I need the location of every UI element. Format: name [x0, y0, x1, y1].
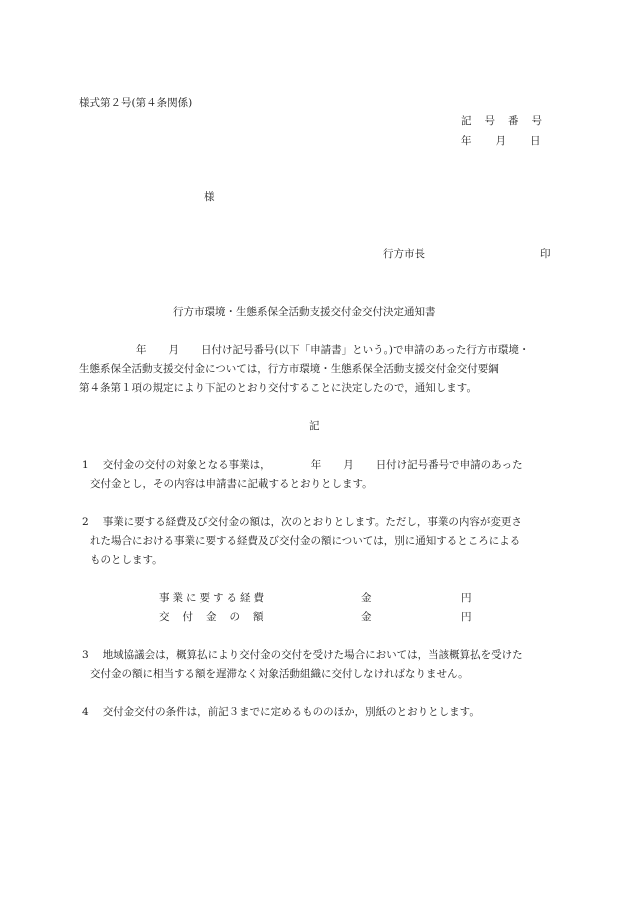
number-char-1: 記 — [461, 115, 472, 127]
item-1-line-1 — [82, 460, 523, 471]
grant-amount-label: 交付金の額 — [159, 611, 277, 623]
item-1-year: 年 — [310, 459, 322, 471]
sender-name: 行方市長 — [383, 248, 425, 260]
item-2-number: 2 — [82, 516, 89, 528]
item-4-line-1 — [82, 707, 480, 718]
item-1-month: 月 — [343, 459, 354, 471]
intro-year: 年 — [136, 344, 147, 356]
item-2-text: 事業に要する経費及び交付金の額は，次のとおりとします。ただし，事業の内容が変更さ — [102, 516, 522, 528]
seal-mark: 印 — [540, 248, 551, 260]
item-2-line-3: ものとします。 — [90, 554, 163, 566]
item-1-text-after: 日付け記号番号で申請のあった — [375, 459, 523, 471]
item-4-text: 交付金交付の条件は，前記３までに定めるもののほか，別紙のとおりとします。 — [102, 706, 480, 718]
item-1-line-2: 交付金とし，その内容は申請書に記載するとおりとします。 — [90, 478, 373, 490]
cost-unit: 円 — [461, 592, 472, 604]
intro-month: 月 — [168, 344, 179, 356]
intro-text: 日付け記号番号(以下「申請書」という。)で申請のあった行方市環境・ — [201, 344, 530, 356]
intro-line-2: 生態系保全活動支援交付金については，行方市環境・生態系保全活動支援交付金交付要綱 — [79, 363, 499, 375]
cost-prefix: 金 — [361, 592, 372, 604]
intro-line-1 — [136, 345, 529, 356]
number-char-2: 号 — [484, 115, 495, 127]
number-char-3: 番 — [508, 115, 519, 127]
cost-label: 事業に要する経費 — [159, 592, 267, 604]
document-number-label — [461, 116, 542, 127]
intro-line-3: 第４条第１項の規定により下記のとおり交付することに決定したので，通知します。 — [79, 382, 477, 394]
grant-amount-unit: 円 — [461, 611, 472, 623]
item-4-number: 4 — [82, 706, 89, 718]
date-month: 月 — [495, 135, 506, 147]
item-1-text-before: 交付金の交付の対象となる事業は， — [102, 459, 271, 471]
form-label: 様式第２号(第４条関係) — [79, 97, 193, 109]
date-day: 日 — [530, 135, 541, 147]
date-year: 年 — [461, 135, 472, 147]
addressee-suffix: 様 — [204, 191, 215, 203]
document-title: 行方市環境・生態系保全活動支援交付金交付決定通知書 — [173, 306, 436, 318]
item-3-text: 地域協議会は，概算払により交付金の交付を受けた場合においては，当該概算払を受けた — [102, 649, 523, 661]
item-3-number: 3 — [82, 649, 89, 661]
item-3-line-2: 交付金の額に相当する額を遅滞なく対象活動組織に交付しなければなりません。 — [90, 668, 469, 680]
item-3-line-1 — [82, 650, 523, 661]
number-char-4: 号 — [531, 115, 542, 127]
document-date-label — [461, 136, 541, 147]
item-2-line-1 — [82, 517, 522, 528]
grant-amount-prefix: 金 — [361, 611, 372, 623]
ki-heading: 記 — [309, 420, 320, 432]
item-2-line-2: れた場合における事業に要する経費及び交付金の額については，別に通知するところによる — [90, 535, 521, 547]
item-1-number: 1 — [82, 459, 89, 471]
